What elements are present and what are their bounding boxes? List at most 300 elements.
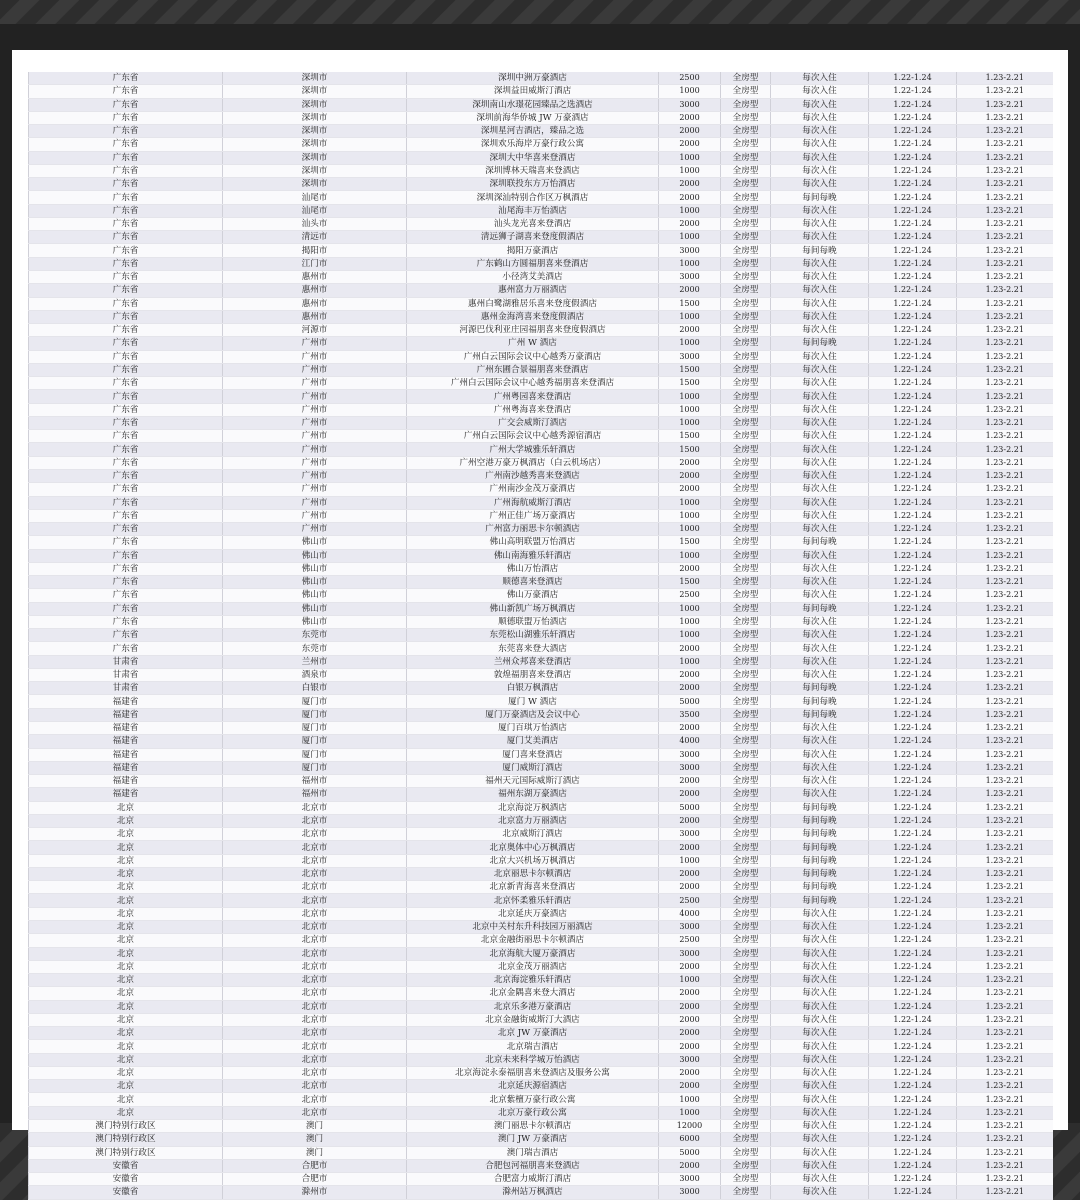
province-cell: 广东省 <box>29 138 223 151</box>
frequency-cell: 每次入住 <box>771 1040 869 1053</box>
city-cell: 北京市 <box>223 960 407 973</box>
city-cell: 北京市 <box>223 854 407 867</box>
frequency-cell: 每次入住 <box>771 921 869 934</box>
checkin-date-cell: 1.22-1.24 <box>869 390 957 403</box>
frequency-cell: 每次入住 <box>771 178 869 191</box>
checkout-date-cell: 1.23-2.21 <box>957 111 1053 124</box>
points-cell: 1000 <box>659 416 721 429</box>
city-cell: 酒泉市 <box>223 668 407 681</box>
points-cell: 1000 <box>659 1093 721 1106</box>
room-type-cell: 全房型 <box>721 814 771 827</box>
points-cell: 2000 <box>659 191 721 204</box>
checkin-date-cell: 1.22-1.24 <box>869 430 957 443</box>
checkout-date-cell: 1.23-2.21 <box>957 430 1053 443</box>
province-cell: 甘肃省 <box>29 682 223 695</box>
city-cell: 厦门市 <box>223 748 407 761</box>
province-cell: 北京 <box>29 960 223 973</box>
checkout-date-cell: 1.23-2.21 <box>957 191 1053 204</box>
checkout-date-cell: 1.23-2.21 <box>957 722 1053 735</box>
points-cell: 2000 <box>659 1080 721 1093</box>
table-row <box>29 655 1053 668</box>
frequency-cell: 每次入住 <box>771 270 869 283</box>
checkout-date-cell: 1.23-2.21 <box>957 1186 1053 1199</box>
points-cell: 2000 <box>659 456 721 469</box>
table-row <box>29 1093 1053 1106</box>
province-cell: 广东省 <box>29 549 223 562</box>
checkin-date-cell: 1.22-1.24 <box>869 231 957 244</box>
room-type-cell: 全房型 <box>721 125 771 138</box>
room-type-cell: 全房型 <box>721 708 771 721</box>
province-cell: 北京 <box>29 894 223 907</box>
hotel-name-cell: 广州海航威斯汀酒店 <box>407 496 659 509</box>
hotel-name-cell: 惠州金海湾喜来登度假酒店 <box>407 310 659 323</box>
frequency-cell: 每次入住 <box>771 310 869 323</box>
table-row <box>29 1106 1053 1119</box>
city-cell: 广州市 <box>223 456 407 469</box>
hotel-name-cell: 广州南沙越秀喜来登酒店 <box>407 469 659 482</box>
room-type-cell: 全房型 <box>721 668 771 681</box>
table-row <box>29 828 1053 841</box>
checkin-date-cell: 1.22-1.24 <box>869 1119 957 1132</box>
checkin-date-cell: 1.22-1.24 <box>869 138 957 151</box>
hotel-name-cell: 广州白云国际会议中心越秀福朋喜来登酒店 <box>407 377 659 390</box>
frequency-cell: 每次入住 <box>771 416 869 429</box>
city-cell: 北京市 <box>223 801 407 814</box>
city-cell: 北京市 <box>223 907 407 920</box>
hotel-name-cell: 兰州众邦喜来登酒店 <box>407 655 659 668</box>
checkout-date-cell: 1.23-2.21 <box>957 217 1053 230</box>
checkin-date-cell: 1.22-1.24 <box>869 324 957 337</box>
checkout-date-cell: 1.23-2.21 <box>957 164 1053 177</box>
hotel-name-cell: 北京大兴机场万枫酒店 <box>407 854 659 867</box>
table-row <box>29 231 1053 244</box>
hotel-name-cell: 北京奥体中心万枫酒店 <box>407 841 659 854</box>
city-cell: 福州市 <box>223 775 407 788</box>
hotel-name-cell: 佛山新凯广场万枫酒店 <box>407 602 659 615</box>
points-cell: 1500 <box>659 576 721 589</box>
points-cell: 6000 <box>659 1133 721 1146</box>
frequency-cell: 每次入住 <box>771 1080 869 1093</box>
room-type-cell: 全房型 <box>721 456 771 469</box>
room-type-cell: 全房型 <box>721 1080 771 1093</box>
frequency-cell: 每次入住 <box>771 960 869 973</box>
frequency-cell: 每次入住 <box>771 974 869 987</box>
hotel-name-cell: 北京万豪行政公寓 <box>407 1106 659 1119</box>
province-cell: 广东省 <box>29 111 223 124</box>
hotel-name-cell: 惠州富力万丽酒店 <box>407 284 659 297</box>
room-type-cell: 全房型 <box>721 722 771 735</box>
hotel-name-cell: 厦门喜来登酒店 <box>407 748 659 761</box>
frequency-cell: 每次入住 <box>771 1173 869 1186</box>
table-row <box>29 377 1053 390</box>
room-type-cell: 全房型 <box>721 576 771 589</box>
province-cell: 广东省 <box>29 337 223 350</box>
province-cell: 北京 <box>29 828 223 841</box>
city-cell: 佛山市 <box>223 602 407 615</box>
room-type-cell: 全房型 <box>721 1066 771 1079</box>
room-type-cell: 全房型 <box>721 430 771 443</box>
checkin-date-cell: 1.22-1.24 <box>869 496 957 509</box>
checkout-date-cell: 1.23-2.21 <box>957 801 1053 814</box>
table-row <box>29 1119 1053 1132</box>
hotel-name-cell: 惠州白鹭湖雅居乐喜来登度假酒店 <box>407 297 659 310</box>
hotel-name-cell: 广州粤海喜来登酒店 <box>407 403 659 416</box>
room-type-cell: 全房型 <box>721 257 771 270</box>
frequency-cell: 每次入住 <box>771 655 869 668</box>
room-type-cell: 全房型 <box>721 363 771 376</box>
hotel-name-cell: 深圳前海华侨城 JW 万豪酒店 <box>407 111 659 124</box>
province-cell: 北京 <box>29 854 223 867</box>
checkout-date-cell: 1.23-2.21 <box>957 257 1053 270</box>
points-cell: 2000 <box>659 841 721 854</box>
room-type-cell: 全房型 <box>721 828 771 841</box>
room-type-cell: 全房型 <box>721 974 771 987</box>
room-type-cell: 全房型 <box>721 642 771 655</box>
table-row <box>29 722 1053 735</box>
city-cell: 广州市 <box>223 337 407 350</box>
hotel-name-cell: 深圳星河吉酒店，臻品之选 <box>407 125 659 138</box>
checkout-date-cell: 1.23-2.21 <box>957 337 1053 350</box>
city-cell: 合肥市 <box>223 1173 407 1186</box>
frequency-cell: 每次入住 <box>771 562 869 575</box>
city-cell: 合肥市 <box>223 1159 407 1172</box>
table-row <box>29 974 1053 987</box>
room-type-cell: 全房型 <box>721 867 771 880</box>
city-cell: 惠州市 <box>223 284 407 297</box>
frequency-cell: 每次入住 <box>771 125 869 138</box>
city-cell: 惠州市 <box>223 310 407 323</box>
room-type-cell: 全房型 <box>721 350 771 363</box>
table-row <box>29 191 1053 204</box>
room-type-cell: 全房型 <box>721 1106 771 1119</box>
frequency-cell: 每次入住 <box>771 430 869 443</box>
frequency-cell: 每间每晚 <box>771 854 869 867</box>
points-cell: 2500 <box>659 934 721 947</box>
room-type-cell: 全房型 <box>721 748 771 761</box>
points-cell: 3000 <box>659 98 721 111</box>
checkout-date-cell: 1.23-2.21 <box>957 907 1053 920</box>
room-type-cell: 全房型 <box>721 390 771 403</box>
province-cell: 安徽省 <box>29 1186 223 1199</box>
room-type-cell: 全房型 <box>721 443 771 456</box>
province-cell: 广东省 <box>29 430 223 443</box>
checkout-date-cell: 1.23-2.21 <box>957 682 1053 695</box>
checkin-date-cell: 1.22-1.24 <box>869 1159 957 1172</box>
table-row <box>29 151 1053 164</box>
room-type-cell: 全房型 <box>721 1027 771 1040</box>
frequency-cell: 每次入住 <box>771 443 869 456</box>
hotel-name-cell: 广州空港万豪万枫酒店（白云机场店） <box>407 456 659 469</box>
room-type-cell: 全房型 <box>721 987 771 1000</box>
province-cell: 广东省 <box>29 642 223 655</box>
frequency-cell: 每次入住 <box>771 722 869 735</box>
checkout-date-cell: 1.23-2.21 <box>957 960 1053 973</box>
table-row <box>29 430 1053 443</box>
points-cell: 2000 <box>659 138 721 151</box>
city-cell: 佛山市 <box>223 589 407 602</box>
hotel-name-cell: 顺德联盟万怡酒店 <box>407 615 659 628</box>
hotel-name-cell: 滁州站万枫酒店 <box>407 1186 659 1199</box>
checkout-date-cell: 1.23-2.21 <box>957 85 1053 98</box>
city-cell: 澳门 <box>223 1119 407 1132</box>
province-cell: 安徽省 <box>29 1173 223 1186</box>
frequency-cell: 每次入住 <box>771 576 869 589</box>
table-row <box>29 536 1053 549</box>
checkin-date-cell: 1.22-1.24 <box>869 589 957 602</box>
table-row <box>29 244 1053 257</box>
table-row <box>29 602 1053 615</box>
checkout-date-cell: 1.23-2.21 <box>957 443 1053 456</box>
points-cell: 2000 <box>659 987 721 1000</box>
province-cell: 广东省 <box>29 443 223 456</box>
checkin-date-cell: 1.22-1.24 <box>869 1027 957 1040</box>
table-row <box>29 775 1053 788</box>
table-row <box>29 1013 1053 1026</box>
checkout-date-cell: 1.23-2.21 <box>957 921 1053 934</box>
hotel-name-cell: 广州大学城雅乐轩酒店 <box>407 443 659 456</box>
city-cell: 北京市 <box>223 1013 407 1026</box>
table-row <box>29 270 1053 283</box>
checkout-date-cell: 1.23-2.21 <box>957 1159 1053 1172</box>
hotel-name-cell: 揭阳万豪酒店 <box>407 244 659 257</box>
city-cell: 广州市 <box>223 430 407 443</box>
checkin-date-cell: 1.22-1.24 <box>869 867 957 880</box>
table-row <box>29 814 1053 827</box>
points-cell: 2000 <box>659 483 721 496</box>
room-type-cell: 全房型 <box>721 947 771 960</box>
room-type-cell: 全房型 <box>721 761 771 774</box>
table-row <box>29 562 1053 575</box>
city-cell: 汕尾市 <box>223 191 407 204</box>
province-cell: 广东省 <box>29 377 223 390</box>
points-cell: 2000 <box>659 722 721 735</box>
table-row <box>29 735 1053 748</box>
room-type-cell: 全房型 <box>721 841 771 854</box>
province-cell: 北京 <box>29 921 223 934</box>
province-cell: 广东省 <box>29 416 223 429</box>
checkout-date-cell: 1.23-2.21 <box>957 1119 1053 1132</box>
frequency-cell: 每次入住 <box>771 377 869 390</box>
province-cell: 福建省 <box>29 708 223 721</box>
checkin-date-cell: 1.22-1.24 <box>869 125 957 138</box>
checkin-date-cell: 1.22-1.24 <box>869 98 957 111</box>
province-cell: 福建省 <box>29 748 223 761</box>
table-row <box>29 1173 1053 1186</box>
province-cell: 广东省 <box>29 98 223 111</box>
table-row <box>29 576 1053 589</box>
checkin-date-cell: 1.22-1.24 <box>869 257 957 270</box>
province-cell: 广东省 <box>29 178 223 191</box>
checkin-date-cell: 1.22-1.24 <box>869 1013 957 1026</box>
hotel-name-cell: 厦门万豪酒店及会议中心 <box>407 708 659 721</box>
hotel-name-cell: 厦门威斯汀酒店 <box>407 761 659 774</box>
city-cell: 江门市 <box>223 257 407 270</box>
province-cell: 北京 <box>29 1053 223 1066</box>
province-cell: 广东省 <box>29 576 223 589</box>
table-body <box>29 72 1053 1199</box>
points-cell: 2000 <box>659 682 721 695</box>
room-type-cell: 全房型 <box>721 151 771 164</box>
room-type-cell: 全房型 <box>721 1000 771 1013</box>
checkin-date-cell: 1.22-1.24 <box>869 1000 957 1013</box>
table-row <box>29 310 1053 323</box>
hotel-name-cell: 北京金隅喜来登大酒店 <box>407 987 659 1000</box>
province-cell: 广东省 <box>29 363 223 376</box>
checkout-date-cell: 1.23-2.21 <box>957 496 1053 509</box>
province-cell: 广东省 <box>29 125 223 138</box>
checkin-date-cell: 1.22-1.24 <box>869 748 957 761</box>
table-row <box>29 284 1053 297</box>
room-type-cell: 全房型 <box>721 1186 771 1199</box>
table-row <box>29 257 1053 270</box>
checkout-date-cell: 1.23-2.21 <box>957 947 1053 960</box>
province-cell: 广东省 <box>29 217 223 230</box>
checkout-date-cell: 1.23-2.21 <box>957 363 1053 376</box>
points-cell: 3000 <box>659 1173 721 1186</box>
checkin-date-cell: 1.22-1.24 <box>869 363 957 376</box>
room-type-cell: 全房型 <box>721 801 771 814</box>
room-type-cell: 全房型 <box>721 217 771 230</box>
frequency-cell: 每次入住 <box>771 1093 869 1106</box>
checkin-date-cell: 1.22-1.24 <box>869 456 957 469</box>
room-type-cell: 全房型 <box>721 178 771 191</box>
table-row <box>29 1146 1053 1159</box>
checkin-date-cell: 1.22-1.24 <box>869 761 957 774</box>
room-type-cell: 全房型 <box>721 297 771 310</box>
room-type-cell: 全房型 <box>721 629 771 642</box>
city-cell: 河源市 <box>223 324 407 337</box>
province-cell: 北京 <box>29 907 223 920</box>
hotel-name-cell: 广州 W 酒店 <box>407 337 659 350</box>
frequency-cell: 每间每晚 <box>771 814 869 827</box>
checkin-date-cell: 1.22-1.24 <box>869 270 957 283</box>
checkin-date-cell: 1.22-1.24 <box>869 642 957 655</box>
checkout-date-cell: 1.23-2.21 <box>957 602 1053 615</box>
checkout-date-cell: 1.23-2.21 <box>957 668 1053 681</box>
checkout-date-cell: 1.23-2.21 <box>957 642 1053 655</box>
province-cell: 澳门特别行政区 <box>29 1119 223 1132</box>
points-cell: 1000 <box>659 523 721 536</box>
room-type-cell: 全房型 <box>721 960 771 973</box>
hotel-name-cell: 白银万枫酒店 <box>407 682 659 695</box>
hotel-name-cell: 汕头龙光喜来登酒店 <box>407 217 659 230</box>
room-type-cell: 全房型 <box>721 562 771 575</box>
checkout-date-cell: 1.23-2.21 <box>957 1040 1053 1053</box>
frequency-cell: 每间每晚 <box>771 841 869 854</box>
checkout-date-cell: 1.23-2.21 <box>957 987 1053 1000</box>
checkin-date-cell: 1.22-1.24 <box>869 350 957 363</box>
checkin-date-cell: 1.22-1.24 <box>869 416 957 429</box>
room-type-cell: 全房型 <box>721 337 771 350</box>
province-cell: 广东省 <box>29 562 223 575</box>
frequency-cell: 每次入住 <box>771 324 869 337</box>
table-row <box>29 708 1053 721</box>
city-cell: 北京市 <box>223 894 407 907</box>
checkin-date-cell: 1.22-1.24 <box>869 615 957 628</box>
checkin-date-cell: 1.22-1.24 <box>869 536 957 549</box>
hotel-name-cell: 广州南沙金茂万豪酒店 <box>407 483 659 496</box>
province-cell: 广东省 <box>29 602 223 615</box>
checkin-date-cell: 1.22-1.24 <box>869 178 957 191</box>
checkin-date-cell: 1.22-1.24 <box>869 881 957 894</box>
city-cell: 汕头市 <box>223 217 407 230</box>
frequency-cell: 每间每晚 <box>771 695 869 708</box>
city-cell: 北京市 <box>223 921 407 934</box>
room-type-cell: 全房型 <box>721 1173 771 1186</box>
hotel-name-cell: 北京怀柔雅乐轩酒店 <box>407 894 659 907</box>
frequency-cell: 每次入住 <box>771 111 869 124</box>
room-type-cell: 全房型 <box>721 324 771 337</box>
checkout-date-cell: 1.23-2.21 <box>957 72 1053 85</box>
checkin-date-cell: 1.22-1.24 <box>869 668 957 681</box>
city-cell: 北京市 <box>223 841 407 854</box>
room-type-cell: 全房型 <box>721 1053 771 1066</box>
province-cell: 广东省 <box>29 496 223 509</box>
room-type-cell: 全房型 <box>721 244 771 257</box>
checkout-date-cell: 1.23-2.21 <box>957 483 1053 496</box>
checkout-date-cell: 1.23-2.21 <box>957 204 1053 217</box>
room-type-cell: 全房型 <box>721 682 771 695</box>
table-row <box>29 960 1053 973</box>
points-cell: 2000 <box>659 788 721 801</box>
frequency-cell: 每次入住 <box>771 204 869 217</box>
city-cell: 惠州市 <box>223 270 407 283</box>
hotel-name-cell: 北京海航大厦万豪酒店 <box>407 947 659 960</box>
hotel-name-cell: 北京乐多港万豪酒店 <box>407 1000 659 1013</box>
province-cell: 福建省 <box>29 775 223 788</box>
points-cell: 2000 <box>659 324 721 337</box>
frequency-cell: 每次入住 <box>771 735 869 748</box>
hotel-name-cell: 福州东湖万豪酒店 <box>407 788 659 801</box>
table-row <box>29 416 1053 429</box>
points-cell: 3000 <box>659 270 721 283</box>
checkin-date-cell: 1.22-1.24 <box>869 814 957 827</box>
points-cell: 1500 <box>659 536 721 549</box>
checkin-date-cell: 1.22-1.24 <box>869 576 957 589</box>
points-cell: 2000 <box>659 960 721 973</box>
checkout-date-cell: 1.23-2.21 <box>957 854 1053 867</box>
province-cell: 北京 <box>29 1066 223 1079</box>
checkout-date-cell: 1.23-2.21 <box>957 178 1053 191</box>
hotel-name-cell: 广州正佳广场万豪酒店 <box>407 509 659 522</box>
checkout-date-cell: 1.23-2.21 <box>957 934 1053 947</box>
checkout-date-cell: 1.23-2.21 <box>957 1066 1053 1079</box>
checkout-date-cell: 1.23-2.21 <box>957 536 1053 549</box>
room-type-cell: 全房型 <box>721 509 771 522</box>
checkout-date-cell: 1.23-2.21 <box>957 1080 1053 1093</box>
city-cell: 厦门市 <box>223 695 407 708</box>
city-cell: 广州市 <box>223 350 407 363</box>
table-row <box>29 934 1053 947</box>
checkin-date-cell: 1.22-1.24 <box>869 987 957 1000</box>
hotel-name-cell: 厦门艾美酒店 <box>407 735 659 748</box>
checkin-date-cell: 1.22-1.24 <box>869 934 957 947</box>
points-cell: 2000 <box>659 1013 721 1026</box>
province-cell: 福建省 <box>29 695 223 708</box>
points-cell: 1000 <box>659 509 721 522</box>
hotel-name-cell: 北京威斯汀酒店 <box>407 828 659 841</box>
room-type-cell: 全房型 <box>721 98 771 111</box>
city-cell: 北京市 <box>223 1093 407 1106</box>
province-cell: 北京 <box>29 987 223 1000</box>
hotel-name-cell: 北京海淀永泰福朋喜来登酒店及服务公寓 <box>407 1066 659 1079</box>
hotel-name-cell: 广州白云国际会议中心越秀源宿酒店 <box>407 430 659 443</box>
checkin-date-cell: 1.22-1.24 <box>869 735 957 748</box>
frequency-cell: 每次入住 <box>771 1159 869 1172</box>
points-cell: 2000 <box>659 1159 721 1172</box>
checkout-date-cell: 1.23-2.21 <box>957 894 1053 907</box>
checkin-date-cell: 1.22-1.24 <box>869 244 957 257</box>
